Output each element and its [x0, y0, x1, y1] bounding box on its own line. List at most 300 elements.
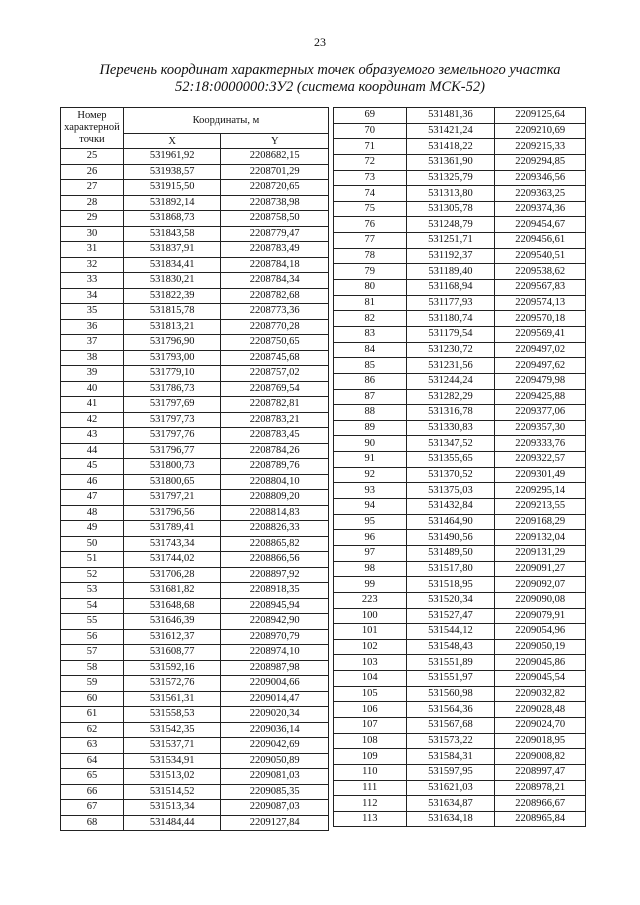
y-coordinate-cell: 2209497,02 — [495, 342, 586, 358]
x-coordinate-cell: 531648,68 — [123, 598, 221, 614]
x-coordinate-cell: 531513,02 — [123, 769, 221, 785]
x-coordinate-cell: 531305,78 — [406, 201, 495, 217]
x-coordinate-cell: 531513,34 — [123, 800, 221, 816]
table-row — [334, 639, 586, 655]
table-row — [334, 561, 586, 577]
point-number-cell: 223 — [334, 592, 407, 608]
table-row — [61, 257, 329, 273]
x-coordinate-cell: 531797,76 — [123, 428, 221, 444]
point-number-cell: 70 — [334, 123, 407, 139]
table-row — [334, 811, 586, 827]
y-coordinate-cell: 2208682,15 — [221, 149, 329, 165]
x-coordinate-cell: 531830,21 — [123, 273, 221, 289]
table-row — [334, 467, 586, 483]
table-row — [334, 530, 586, 546]
x-coordinate-cell: 531797,21 — [123, 490, 221, 506]
point-number-cell: 65 — [61, 769, 124, 785]
y-coordinate-cell: 2209425,88 — [495, 389, 586, 405]
table-row — [334, 702, 586, 718]
y-coordinate-cell: 2209020,34 — [221, 707, 329, 723]
point-number-cell: 80 — [334, 280, 407, 296]
x-coordinate-cell: 531796,56 — [123, 505, 221, 521]
x-coordinate-cell: 531567,68 — [406, 717, 495, 733]
y-coordinate-cell: 2208918,35 — [221, 583, 329, 599]
y-coordinate-cell: 2208779,47 — [221, 226, 329, 242]
x-coordinate-cell: 531813,21 — [123, 319, 221, 335]
x-coordinate-cell: 531779,10 — [123, 366, 221, 382]
y-coordinate-cell: 2209456,61 — [495, 233, 586, 249]
point-number-cell: 75 — [334, 201, 407, 217]
table-row — [334, 764, 586, 780]
y-coordinate-cell: 2209346,56 — [495, 170, 586, 186]
y-coordinate-cell: 2209087,03 — [221, 800, 329, 816]
point-number-cell: 94 — [334, 499, 407, 515]
table-row — [61, 614, 329, 630]
point-number-cell: 105 — [334, 686, 407, 702]
point-number-cell: 41 — [61, 397, 124, 413]
y-coordinate-cell: 2209132,04 — [495, 530, 586, 546]
table-row — [61, 164, 329, 180]
y-coordinate-cell: 2209045,54 — [495, 671, 586, 687]
x-coordinate-cell: 531518,95 — [406, 577, 495, 593]
point-number-cell: 103 — [334, 655, 407, 671]
point-number-cell: 34 — [61, 288, 124, 304]
table-row — [334, 154, 586, 170]
point-number-cell: 90 — [334, 436, 407, 452]
x-coordinate-cell: 531822,39 — [123, 288, 221, 304]
x-coordinate-cell: 531608,77 — [123, 645, 221, 661]
x-coordinate-cell: 531248,79 — [406, 217, 495, 233]
y-coordinate-cell: 2209168,29 — [495, 514, 586, 530]
point-number-cell: 33 — [61, 273, 124, 289]
table-row — [61, 474, 329, 490]
x-coordinate-cell: 531551,89 — [406, 655, 495, 671]
point-number-cell: 110 — [334, 764, 407, 780]
point-number-cell: 92 — [334, 467, 407, 483]
table-row — [334, 342, 586, 358]
x-coordinate-cell: 531489,50 — [406, 545, 495, 561]
x-coordinate-cell: 531192,37 — [406, 248, 495, 264]
x-coordinate-cell: 531634,87 — [406, 796, 495, 812]
y-coordinate-cell: 2208782,81 — [221, 397, 329, 413]
y-coordinate-cell: 2209374,36 — [495, 201, 586, 217]
left-table-body — [61, 149, 329, 831]
x-coordinate-cell: 531330,83 — [406, 420, 495, 436]
point-number-cell: 77 — [334, 233, 407, 249]
point-number-cell: 47 — [61, 490, 124, 506]
point-number-cell: 40 — [61, 381, 124, 397]
x-coordinate-cell: 531534,91 — [123, 753, 221, 769]
y-coordinate-cell: 2209042,69 — [221, 738, 329, 754]
x-coordinate-cell: 531520,34 — [406, 592, 495, 608]
table-row — [61, 149, 329, 165]
y-coordinate-cell: 2208738,98 — [221, 195, 329, 211]
point-number-cell: 108 — [334, 733, 407, 749]
x-coordinate-cell: 531180,74 — [406, 311, 495, 327]
y-coordinate-cell: 2209085,35 — [221, 784, 329, 800]
x-coordinate-cell: 531244,24 — [406, 373, 495, 389]
table-row — [61, 381, 329, 397]
point-number-cell: 61 — [61, 707, 124, 723]
table-row — [334, 686, 586, 702]
x-coordinate-cell: 531514,52 — [123, 784, 221, 800]
x-coordinate-cell: 531815,78 — [123, 304, 221, 320]
y-coordinate-cell: 2209081,03 — [221, 769, 329, 785]
table-row — [61, 583, 329, 599]
y-coordinate-cell: 2208783,21 — [221, 412, 329, 428]
table-row — [334, 123, 586, 139]
y-coordinate-cell: 2209036,14 — [221, 722, 329, 738]
point-number-cell: 62 — [61, 722, 124, 738]
y-coordinate-cell: 2209050,89 — [221, 753, 329, 769]
table-row — [61, 645, 329, 661]
y-coordinate-cell: 2209567,83 — [495, 280, 586, 296]
table-row — [61, 521, 329, 537]
y-coordinate-cell: 2208757,02 — [221, 366, 329, 382]
x-coordinate-cell: 531542,35 — [123, 722, 221, 738]
table-row — [61, 629, 329, 645]
table-row — [61, 815, 329, 831]
point-number-cell: 79 — [334, 264, 407, 280]
x-coordinate-cell: 531527,47 — [406, 608, 495, 624]
table-row — [334, 420, 586, 436]
x-coordinate-cell: 531421,24 — [406, 123, 495, 139]
table-row — [334, 170, 586, 186]
x-coordinate-cell: 531796,90 — [123, 335, 221, 351]
x-coordinate-cell: 531481,36 — [406, 108, 495, 124]
point-number-cell: 66 — [61, 784, 124, 800]
x-coordinate-cell: 531231,56 — [406, 358, 495, 374]
x-coordinate-cell: 531573,22 — [406, 733, 495, 749]
point-number-cell: 113 — [334, 811, 407, 827]
y-coordinate-cell: 2208789,76 — [221, 459, 329, 475]
point-number-cell: 54 — [61, 598, 124, 614]
x-coordinate-cell: 531537,71 — [123, 738, 221, 754]
y-coordinate-cell: 2209213,55 — [495, 499, 586, 515]
y-coordinate-cell: 2208809,20 — [221, 490, 329, 506]
table-row — [334, 358, 586, 374]
table-row — [61, 784, 329, 800]
title-line-2: 52:18:0000000:ЗУ2 (система координат МСК-52) — [175, 79, 485, 95]
table-row — [61, 800, 329, 816]
y-coordinate-cell: 2208770,28 — [221, 319, 329, 335]
y-coordinate-cell: 2208974,10 — [221, 645, 329, 661]
y-coordinate-cell: 2209215,33 — [495, 139, 586, 155]
point-number-cell: 44 — [61, 443, 124, 459]
table-row — [61, 288, 329, 304]
y-coordinate-cell: 2208942,90 — [221, 614, 329, 630]
y-coordinate-cell: 2209497,62 — [495, 358, 586, 374]
x-coordinate-cell: 531464,90 — [406, 514, 495, 530]
table-row — [334, 592, 586, 608]
x-coordinate-cell: 531789,41 — [123, 521, 221, 537]
y-coordinate-cell: 2209363,25 — [495, 186, 586, 202]
table-row — [61, 226, 329, 242]
y-coordinate-cell: 2209301,49 — [495, 467, 586, 483]
table-row — [334, 796, 586, 812]
point-number-cell: 27 — [61, 180, 124, 196]
y-coordinate-cell: 2208966,67 — [495, 796, 586, 812]
x-coordinate-cell: 531179,54 — [406, 326, 495, 342]
y-coordinate-cell: 2209045,86 — [495, 655, 586, 671]
point-number-cell: 82 — [334, 311, 407, 327]
y-coordinate-cell: 2208784,34 — [221, 273, 329, 289]
point-number-cell: 36 — [61, 319, 124, 335]
point-number-cell: 32 — [61, 257, 124, 273]
point-number-cell: 84 — [334, 342, 407, 358]
table-row — [334, 514, 586, 530]
point-number-cell: 83 — [334, 326, 407, 342]
x-coordinate-cell: 531313,80 — [406, 186, 495, 202]
point-number-cell: 67 — [61, 800, 124, 816]
y-coordinate-cell: 2209054,96 — [495, 624, 586, 640]
table-row — [61, 428, 329, 444]
table-row — [334, 545, 586, 561]
x-coordinate-cell: 531168,94 — [406, 280, 495, 296]
point-number-cell: 74 — [334, 186, 407, 202]
point-number-cell: 46 — [61, 474, 124, 490]
table-row — [334, 780, 586, 796]
x-coordinate-cell: 531915,50 — [123, 180, 221, 196]
point-number-cell: 37 — [61, 335, 124, 351]
table-row — [334, 139, 586, 155]
table-row — [61, 753, 329, 769]
table-row — [61, 536, 329, 552]
x-coordinate-cell: 531551,97 — [406, 671, 495, 687]
x-coordinate-cell: 531597,95 — [406, 764, 495, 780]
point-number-cell: 106 — [334, 702, 407, 718]
x-coordinate-cell: 531584,31 — [406, 749, 495, 765]
y-coordinate-cell: 2208750,65 — [221, 335, 329, 351]
point-number-cell: 89 — [334, 420, 407, 436]
table-row — [334, 389, 586, 405]
header-point-number: Номер характерной точки — [61, 108, 124, 149]
y-coordinate-cell: 2208784,26 — [221, 443, 329, 459]
y-coordinate-cell: 2208701,29 — [221, 164, 329, 180]
x-coordinate-cell: 531743,34 — [123, 536, 221, 552]
table-row — [61, 195, 329, 211]
x-coordinate-cell: 531843,58 — [123, 226, 221, 242]
y-coordinate-cell: 2209570,18 — [495, 311, 586, 327]
x-coordinate-cell: 531681,82 — [123, 583, 221, 599]
table-row — [334, 499, 586, 515]
y-coordinate-cell: 2208997,47 — [495, 764, 586, 780]
document-title — [60, 62, 600, 96]
table-row — [61, 350, 329, 366]
x-coordinate-cell: 531177,93 — [406, 295, 495, 311]
x-coordinate-cell: 531282,29 — [406, 389, 495, 405]
x-coordinate-cell: 531646,39 — [123, 614, 221, 630]
x-coordinate-cell: 531892,14 — [123, 195, 221, 211]
x-coordinate-cell: 531961,92 — [123, 149, 221, 165]
x-coordinate-cell: 531797,69 — [123, 397, 221, 413]
point-number-cell: 39 — [61, 366, 124, 382]
table-row — [334, 217, 586, 233]
x-coordinate-cell: 531938,57 — [123, 164, 221, 180]
table-row — [334, 577, 586, 593]
y-coordinate-cell: 2209090,08 — [495, 592, 586, 608]
header-x: X — [123, 134, 221, 149]
y-coordinate-cell: 2209091,27 — [495, 561, 586, 577]
y-coordinate-cell: 2209131,29 — [495, 545, 586, 561]
header-coordinates: Координаты, м — [123, 108, 328, 134]
table-row — [61, 397, 329, 413]
x-coordinate-cell: 531564,36 — [406, 702, 495, 718]
table-row — [61, 505, 329, 521]
point-number-cell: 58 — [61, 660, 124, 676]
y-coordinate-cell: 2209079,91 — [495, 608, 586, 624]
y-coordinate-cell: 2209569,41 — [495, 326, 586, 342]
table-row — [334, 248, 586, 264]
x-coordinate-cell: 531484,44 — [123, 815, 221, 831]
y-coordinate-cell: 2208783,49 — [221, 242, 329, 258]
x-coordinate-cell: 531189,40 — [406, 264, 495, 280]
table-row — [61, 335, 329, 351]
y-coordinate-cell: 2209210,69 — [495, 123, 586, 139]
point-number-cell: 64 — [61, 753, 124, 769]
point-number-cell: 68 — [61, 815, 124, 831]
table-row — [334, 233, 586, 249]
table-row — [61, 552, 329, 568]
y-coordinate-cell: 2208970,79 — [221, 629, 329, 645]
x-coordinate-cell: 531418,22 — [406, 139, 495, 155]
y-coordinate-cell: 2208745,68 — [221, 350, 329, 366]
table-row — [61, 490, 329, 506]
table-row — [61, 738, 329, 754]
point-number-cell: 59 — [61, 676, 124, 692]
x-coordinate-cell: 531561,31 — [123, 691, 221, 707]
table-row — [334, 280, 586, 296]
point-number-cell: 95 — [334, 514, 407, 530]
x-coordinate-cell: 531548,43 — [406, 639, 495, 655]
y-coordinate-cell: 2208784,18 — [221, 257, 329, 273]
point-number-cell: 109 — [334, 749, 407, 765]
point-number-cell: 85 — [334, 358, 407, 374]
x-coordinate-cell: 531432,84 — [406, 499, 495, 515]
x-coordinate-cell: 531316,78 — [406, 405, 495, 421]
table-row — [61, 319, 329, 335]
table-row — [334, 326, 586, 342]
point-number-cell: 86 — [334, 373, 407, 389]
y-coordinate-cell: 2208773,36 — [221, 304, 329, 320]
x-coordinate-cell: 531793,00 — [123, 350, 221, 366]
point-number-cell: 88 — [334, 405, 407, 421]
y-coordinate-cell: 2209018,95 — [495, 733, 586, 749]
point-number-cell: 111 — [334, 780, 407, 796]
y-coordinate-cell: 2208826,33 — [221, 521, 329, 537]
point-number-cell: 38 — [61, 350, 124, 366]
table-row — [61, 242, 329, 258]
x-coordinate-cell: 531800,73 — [123, 459, 221, 475]
x-coordinate-cell: 531797,73 — [123, 412, 221, 428]
y-coordinate-cell: 2208865,82 — [221, 536, 329, 552]
y-coordinate-cell: 2208897,92 — [221, 567, 329, 583]
table-row — [334, 483, 586, 499]
x-coordinate-cell: 531592,16 — [123, 660, 221, 676]
point-number-cell: 81 — [334, 295, 407, 311]
y-coordinate-cell: 2209294,85 — [495, 154, 586, 170]
point-number-cell: 29 — [61, 211, 124, 227]
table-row — [61, 769, 329, 785]
y-coordinate-cell: 2209008,82 — [495, 749, 586, 765]
y-coordinate-cell: 2208720,65 — [221, 180, 329, 196]
table-row — [334, 295, 586, 311]
point-number-cell: 99 — [334, 577, 407, 593]
point-number-cell: 69 — [334, 108, 407, 124]
x-coordinate-cell: 531517,80 — [406, 561, 495, 577]
y-coordinate-cell: 2209333,76 — [495, 436, 586, 452]
x-coordinate-cell: 531251,71 — [406, 233, 495, 249]
x-coordinate-cell: 531634,18 — [406, 811, 495, 827]
table-row — [61, 366, 329, 382]
y-coordinate-cell: 2209454,67 — [495, 217, 586, 233]
point-number-cell: 42 — [61, 412, 124, 428]
table-row — [334, 733, 586, 749]
point-number-cell: 35 — [61, 304, 124, 320]
y-coordinate-cell: 2209295,14 — [495, 483, 586, 499]
y-coordinate-cell: 2209357,30 — [495, 420, 586, 436]
point-number-cell: 25 — [61, 149, 124, 165]
y-coordinate-cell: 2208758,50 — [221, 211, 329, 227]
point-number-cell: 31 — [61, 242, 124, 258]
x-coordinate-cell: 531800,65 — [123, 474, 221, 490]
table-row — [334, 749, 586, 765]
y-coordinate-cell: 2208978,21 — [495, 780, 586, 796]
table-row — [61, 660, 329, 676]
point-number-cell: 93 — [334, 483, 407, 499]
table-row — [334, 264, 586, 280]
x-coordinate-cell: 531796,77 — [123, 443, 221, 459]
table-row — [61, 459, 329, 475]
table-row — [61, 211, 329, 227]
y-coordinate-cell: 2209574,13 — [495, 295, 586, 311]
table-row — [334, 186, 586, 202]
table-row — [61, 598, 329, 614]
title-line-1: Перечень координат характерных точек образуемого земельного участка — [99, 62, 561, 78]
y-coordinate-cell: 2208804,10 — [221, 474, 329, 490]
table-row — [61, 443, 329, 459]
table-row — [334, 671, 586, 687]
x-coordinate-cell: 531834,41 — [123, 257, 221, 273]
point-number-cell: 28 — [61, 195, 124, 211]
table-row — [334, 624, 586, 640]
x-coordinate-cell: 531706,28 — [123, 567, 221, 583]
x-coordinate-cell: 531230,72 — [406, 342, 495, 358]
table-row — [334, 608, 586, 624]
point-number-cell: 87 — [334, 389, 407, 405]
point-number-cell: 45 — [61, 459, 124, 475]
y-coordinate-cell: 2209538,62 — [495, 264, 586, 280]
x-coordinate-cell: 531786,73 — [123, 381, 221, 397]
header-y: Y — [221, 134, 329, 149]
y-coordinate-cell: 2209540,51 — [495, 248, 586, 264]
y-coordinate-cell: 2209377,06 — [495, 405, 586, 421]
x-coordinate-cell: 531361,90 — [406, 154, 495, 170]
x-coordinate-cell: 531560,98 — [406, 686, 495, 702]
table-row — [61, 304, 329, 320]
x-coordinate-cell: 531572,76 — [123, 676, 221, 692]
y-coordinate-cell: 2209322,57 — [495, 452, 586, 468]
point-number-cell: 43 — [61, 428, 124, 444]
y-coordinate-cell: 2209004,66 — [221, 676, 329, 692]
x-coordinate-cell: 531347,52 — [406, 436, 495, 452]
table-row — [61, 567, 329, 583]
y-coordinate-cell: 2208945,94 — [221, 598, 329, 614]
point-number-cell: 73 — [334, 170, 407, 186]
point-number-cell: 71 — [334, 139, 407, 155]
x-coordinate-cell: 531370,52 — [406, 467, 495, 483]
table-row — [61, 691, 329, 707]
